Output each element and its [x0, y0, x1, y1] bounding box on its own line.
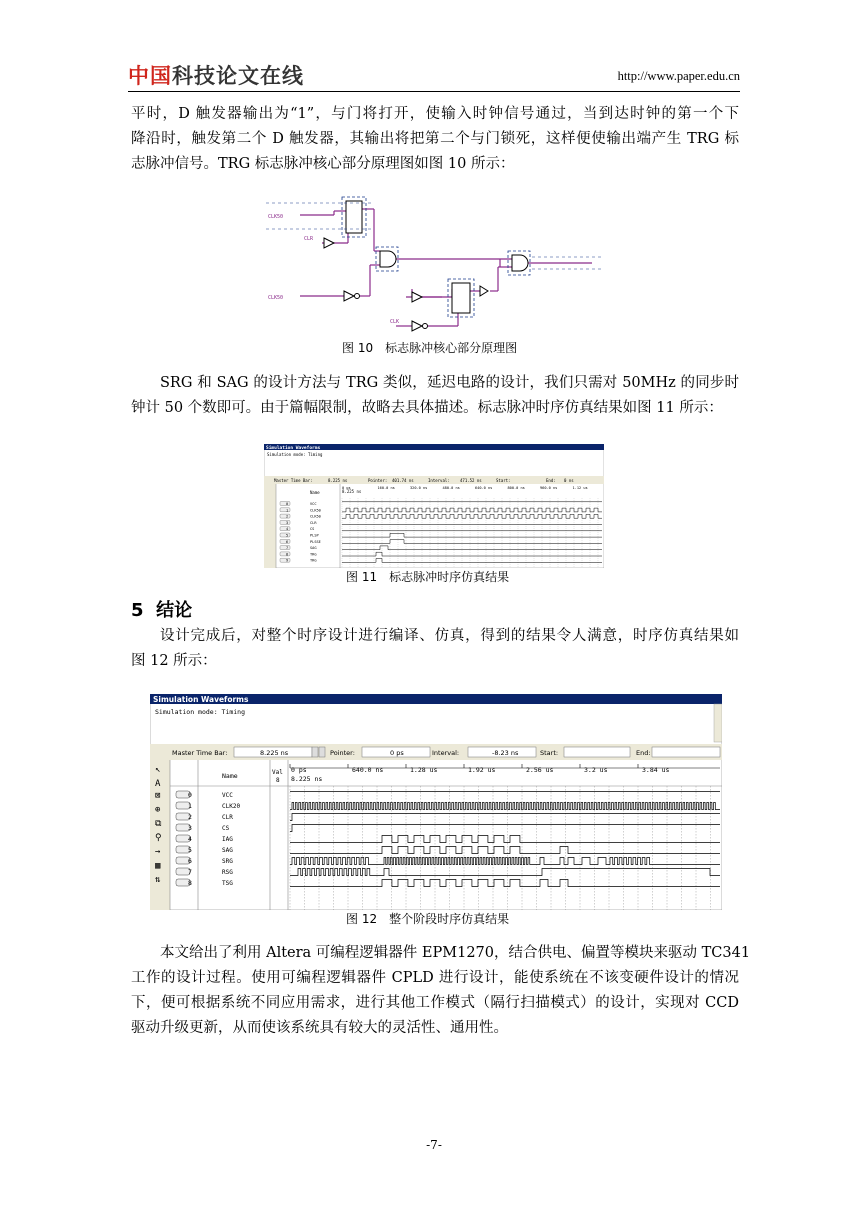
paragraph-4: 本文给出了利用 Altera 可编程逻辑器件 EPM1270，结合供电、偏置等模块来驱动 TC341 工作的设计过程。使用可编程逻辑器件 CPLD 进行设计，能使系统在不该变硬件设计的情况 下，便可根据系统不同应用需求，进行其他工作模式（隔行扫描模式）的设计，实现对 CCD 驱动升级更新，从而使该系统具有较大的灵活性、通用性。: [131, 945, 751, 1036]
svg-text:SAG: SAG: [310, 546, 317, 551]
svg-text:CLR: CLR: [310, 520, 317, 525]
figure-11-simulation: [264, 444, 604, 568]
cursor-label: 8.225 ns: [291, 775, 323, 783]
svg-text:3: 3: [286, 520, 289, 525]
svg-text:6: 6: [286, 539, 289, 544]
pin-label: CLK: [390, 319, 400, 325]
svg-text:CS: CS: [310, 527, 315, 532]
journal-logo: 中国科技论文在线: [128, 64, 304, 88]
svg-text:Interval:: Interval:: [432, 749, 460, 757]
window-title: Simulation Waveforms: [266, 446, 321, 451]
svg-text:0 ps: 0 ps: [390, 749, 404, 757]
node-tool-icon[interactable]: ⊠: [155, 791, 161, 801]
svg-text:7: 7: [286, 546, 289, 551]
time-tick-label: 960.0 ns: [540, 486, 558, 490]
section-heading: 5 结论: [131, 600, 193, 621]
svg-text:SAG: SAG: [222, 847, 233, 854]
figure-10-caption: 图 10 标志脉冲核心部分原理图: [342, 341, 518, 355]
page-number: -7-: [426, 1138, 442, 1152]
svg-text:0: 0: [188, 791, 192, 799]
name-column-header: Name: [222, 772, 238, 780]
svg-text:8.225 ns: 8.225 ns: [260, 749, 289, 757]
svg-text:6: 6: [188, 857, 192, 865]
paragraph-2: SRG 和 SAG 的设计方法与 TRG 类似，延迟电路的设计，我们只需对 50MHz 的同步时 钟计 50 个数即可。由于篇幅限制，故略去具体描述。标志脉冲时序仿真结果如图 11 所示：: [131, 375, 739, 416]
svg-text:5: 5: [286, 533, 289, 538]
svg-text:2: 2: [188, 813, 192, 821]
paragraph-1: 平时，D 触发器输出为“1”，与门将打开，使输入时钟信号通过，当到达时钟的第一个下 降沿时，触发第二个 D 触发器，其输出将把第二个与门锁死，这样便使输出端产生 TRG 标 志脉冲信号。TRG 标志脉冲核心部分原理图如图 10 所示：: [131, 106, 739, 172]
svg-text:0: 0: [286, 502, 289, 506]
svg-text:401.74 ns: 401.74 ns: [392, 478, 414, 483]
svg-text:RSG: RSG: [222, 869, 233, 876]
svg-text:Interval:: Interval:: [428, 478, 450, 483]
svg-text:7: 7: [188, 868, 192, 876]
svg-text:IAG: IAG: [222, 836, 233, 843]
svg-text:CLK50: CLK50: [310, 508, 321, 513]
svg-text:8.225 ns: 8.225 ns: [328, 478, 348, 483]
time-tick-label: 800.0 ns: [507, 486, 525, 490]
text-tool-icon[interactable]: A: [155, 779, 161, 789]
svg-text:Pointer:: Pointer:: [368, 478, 388, 483]
paragraph-3: 设计完成后，对整个时序设计进行编译、仿真，得到的结果令人满意，时序仿真结果如 图 12 所示：: [131, 628, 739, 669]
time-tick-label: 320.0 ns: [410, 486, 428, 490]
svg-text:CLK20: CLK20: [222, 803, 241, 810]
svg-text:PLSSE: PLSSE: [310, 539, 321, 544]
svg-text:TRG: TRG: [310, 552, 317, 557]
header-rule: [128, 91, 740, 92]
selection-tool-icon[interactable]: ↖: [155, 765, 161, 775]
cursor-label: 8.225 ns: [342, 489, 362, 494]
figure-12-caption: 图 12 整个阶段时序仿真结果: [346, 912, 510, 926]
svg-text:PLSP: PLSP: [310, 533, 319, 538]
svg-text:CLK50: CLK50: [310, 514, 321, 519]
sim-mode: Simulation mode: Timing: [155, 708, 246, 716]
time-tick-label: 640.0 ns: [475, 486, 493, 490]
svg-text:8: 8: [286, 552, 289, 557]
pin-label: CLK50: [268, 295, 284, 301]
svg-text:CS: CS: [222, 825, 230, 832]
find-tool-icon[interactable]: ⚲: [155, 833, 162, 843]
pin-label: CLR: [304, 236, 314, 242]
svg-text:-8.23 ns: -8.23 ns: [492, 749, 519, 757]
sort-tool-icon[interactable]: ⇅: [155, 875, 161, 885]
svg-text:8: 8: [276, 777, 280, 784]
master-time-dropdown[interactable]: [312, 747, 318, 757]
svg-text:Pointer:: Pointer:: [330, 749, 355, 757]
time-tick-label: 1.12 us: [572, 486, 588, 490]
time-tick-label: 2.56 us: [526, 766, 554, 774]
time-tick-label: 480.0 ns: [442, 486, 460, 490]
svg-text:SRG: SRG: [222, 858, 233, 865]
svg-text:TRG: TRG: [310, 558, 317, 563]
svg-text:471.52 ns: 471.52 ns: [460, 478, 482, 483]
svg-text:3: 3: [188, 824, 192, 832]
svg-text:Start:: Start:: [496, 478, 511, 483]
svg-text:8: 8: [188, 879, 192, 887]
svg-text:1: 1: [286, 508, 289, 513]
svg-text:End:: End:: [546, 478, 556, 483]
time-tick-label: 3.2 us: [584, 766, 608, 774]
master-time-step[interactable]: [319, 747, 325, 757]
mode-scrollbar[interactable]: [714, 704, 722, 742]
figure-10-schematic: [262, 193, 607, 337]
time-tick-label: 0 ps: [291, 766, 307, 774]
svg-text:Master Time Bar:: Master Time Bar:: [274, 478, 313, 483]
svg-text:4: 4: [188, 835, 192, 843]
window-title: Simulation Waveforms: [153, 695, 249, 704]
header-url[interactable]: http://www.paper.edu.cn: [617, 69, 740, 83]
svg-text:VCC: VCC: [222, 792, 233, 799]
time-tick-label: 160.0 ns: [377, 486, 395, 490]
figure-12-simulation: [150, 694, 722, 910]
svg-text:TSG: TSG: [222, 880, 233, 887]
time-tick-label: 640.0 ns: [352, 766, 384, 774]
page-header: [128, 60, 740, 90]
zoom-tool-icon[interactable]: ⊕: [155, 805, 161, 815]
svg-text:2: 2: [286, 514, 289, 519]
group-tool-icon[interactable]: ▦: [155, 861, 161, 871]
svg-text:9: 9: [286, 558, 289, 563]
svg-text:Start:: Start:: [540, 749, 559, 757]
copy-tool-icon[interactable]: ⧉: [155, 819, 162, 829]
value-column-header: Val: [272, 769, 283, 776]
figure-11-caption: 图 11 标志脉冲时序仿真结果: [346, 570, 510, 584]
pin-label: CLK50: [268, 214, 284, 220]
svg-text:CLR: CLR: [222, 814, 233, 821]
time-tick-label: 1.92 us: [468, 766, 496, 774]
forward-tool-icon[interactable]: →: [155, 847, 161, 857]
sim-mode: Simulation mode: Timing: [267, 452, 323, 457]
svg-text:0 ns: 0 ns: [564, 478, 574, 483]
svg-text:End:: End:: [636, 749, 651, 757]
svg-text:1: 1: [188, 802, 192, 810]
time-tick-label: 1.28 us: [410, 766, 438, 774]
time-tick-label: 3.84 us: [642, 766, 670, 774]
time-tick-label: 0 ps: [342, 486, 351, 490]
svg-text:5: 5: [188, 846, 192, 854]
svg-text:4: 4: [286, 527, 289, 532]
name-column-header: Name: [310, 490, 320, 495]
svg-text:Master Time Bar:: Master Time Bar:: [172, 749, 228, 757]
svg-text:VCC: VCC: [310, 502, 317, 506]
